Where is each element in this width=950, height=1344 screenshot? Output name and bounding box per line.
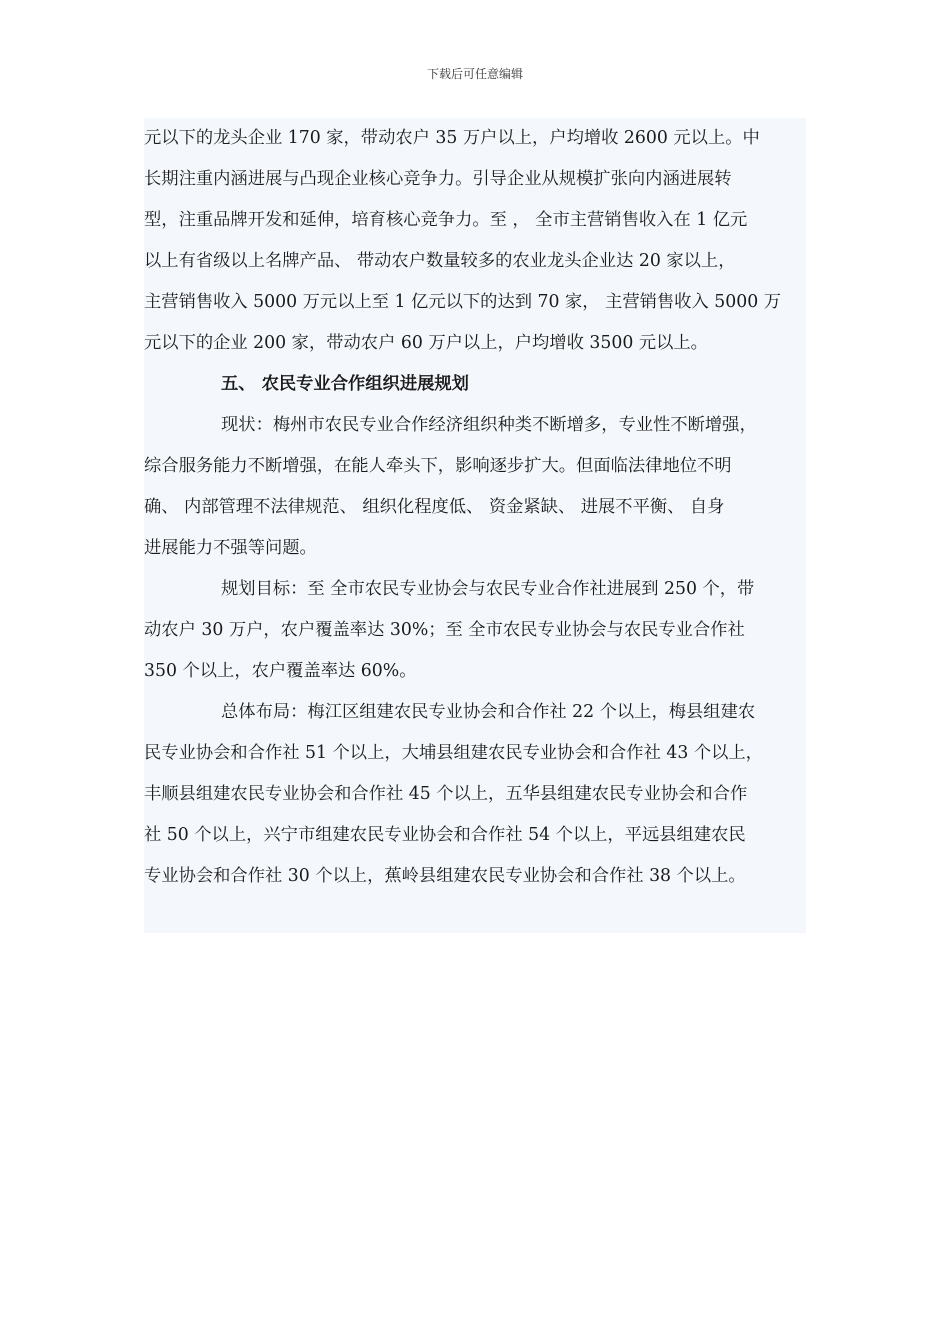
- document-body: [144, 118, 806, 933]
- paragraph-line: 型，注重品牌开发和延伸，培育核心竞争力。至 ， 全市主营销售收入在 1 亿元: [144, 210, 748, 230]
- paragraph-line: 丰顺县组建农民专业协会和合作社 45 个以上，五华县组建农民专业协会和合作: [144, 784, 748, 804]
- paragraph-line: 专业协会和合作社 30 个以上，蕉岭县组建农民专业协会和合作社 38 个以上。: [144, 866, 746, 886]
- paragraph-line: 动农户 30 万户，农户覆盖率达 30%；至 全市农民专业协会与农民专业合作社: [144, 620, 745, 640]
- paragraph-line: 民专业协会和合作社 51 个以上，大埔县组建农民专业协会和合作社 43 个以上，: [144, 743, 763, 763]
- paragraph-line: 进展能力不强等问题。: [144, 538, 317, 558]
- paragraph-line: 长期注重内涵进展与凸现企业核心竞争力。引导企业从规模扩张向内涵进展转: [144, 169, 732, 189]
- paragraph-line: 确、 内部管理不法律规范、 组织化程度低、 资金紧缺、 进展不平衡、 自身: [144, 497, 725, 517]
- paragraph-line: 现状：梅州市农民专业合作经济组织种类不断增多，专业性不断增强，: [221, 415, 757, 435]
- paragraph-line: 总体布局：梅江区组建农民专业协会和合作社 22 个以上，梅县组建农: [221, 702, 756, 722]
- paragraph-line: 元以下的龙头企业 170 家，带动农户 35 万户以上，户均增收 2600 元以上。中: [144, 128, 760, 148]
- paragraph-line: 社 50 个以上，兴宁市组建农民专业协会和合作社 54 个以上，平远县组建农民: [144, 825, 746, 845]
- paragraph-line: 主营销售收入 5000 万元以上至 1 亿元以下的达到 70 家， 主营销售收入 5000 万: [144, 292, 781, 312]
- section-heading: 五、 农民专业合作组织进展规划: [221, 374, 469, 394]
- page-header-caption: 下载后可任意编辑: [426, 67, 523, 81]
- paragraph-line: 规划目标：至 全市农民专业协会与农民专业合作社进展到 250 个，带: [221, 579, 755, 599]
- paragraph-line: 元以下的企业 200 家，带动农户 60 万户以上，户均增收 3500 元以上。: [144, 333, 708, 353]
- paragraph-line: 综合服务能力不断增强，在能人牵头下，影响逐步扩大。但面临法律地位不明: [144, 456, 732, 476]
- paragraph-line: 以上有省级以上名牌产品、 带动农户数量较多的农业龙头企业达 20 家以上，: [144, 251, 736, 271]
- paragraph-line: 350 个以上，农户覆盖率达 60%。: [144, 661, 417, 681]
